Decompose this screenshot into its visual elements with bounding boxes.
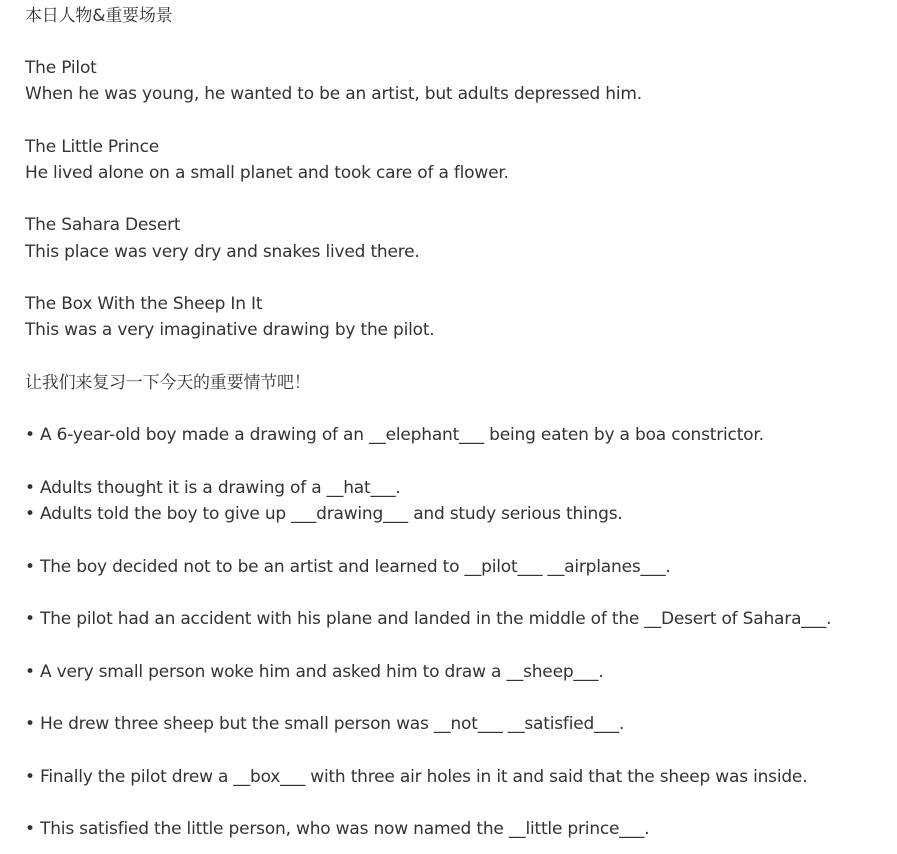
character-description-pilot: When he was young, he wanted to be an artist, but adults depressed him.	[25, 84, 642, 104]
scene-name-sahara-desert: The Sahara Desert	[25, 215, 181, 235]
object-description-sheep-box: This was a very imaginative drawing by the pilot.	[25, 320, 435, 340]
plot-point: • The boy decided not to be an artist and learned to __pilot___ __airplanes___.	[25, 557, 671, 577]
character-name-pilot: The Pilot	[25, 58, 97, 78]
character-name-little-prince: The Little Prince	[25, 137, 159, 157]
section-heading: 本日人物&重要场景	[25, 6, 173, 26]
plot-point: • Adults told the boy to give up ___drawing___ and study serious things.	[25, 504, 623, 524]
plot-point: • He drew three sheep but the small person was __not___ __satisfied___.	[25, 714, 625, 734]
plot-point: • A 6-year-old boy made a drawing of an __elephant___ being eaten by a boa constrictor.	[25, 425, 764, 445]
plot-point: • Finally the pilot drew a __box___ with three air holes in it and said that the sheep was inside.	[25, 767, 808, 787]
plot-point: • This satisfied the little person, who was now named the __little prince___.	[25, 819, 650, 839]
plot-point: • The pilot had an accident with his plane and landed in the middle of the __Desert of Sahara___.	[25, 609, 832, 629]
character-description-little-prince: He lived alone on a small planet and took care of a flower.	[25, 163, 509, 183]
plot-point: • A very small person woke him and asked him to draw a __sheep___.	[25, 662, 604, 682]
scene-description-sahara-desert: This place was very dry and snakes lived there.	[25, 242, 420, 262]
object-name-sheep-box: The Box With the Sheep In It	[25, 294, 263, 314]
review-heading: 让我们来复习一下今天的重要情节吧！	[25, 373, 311, 393]
plot-point: • Adults thought it is a drawing of a __hat___.	[25, 478, 401, 498]
